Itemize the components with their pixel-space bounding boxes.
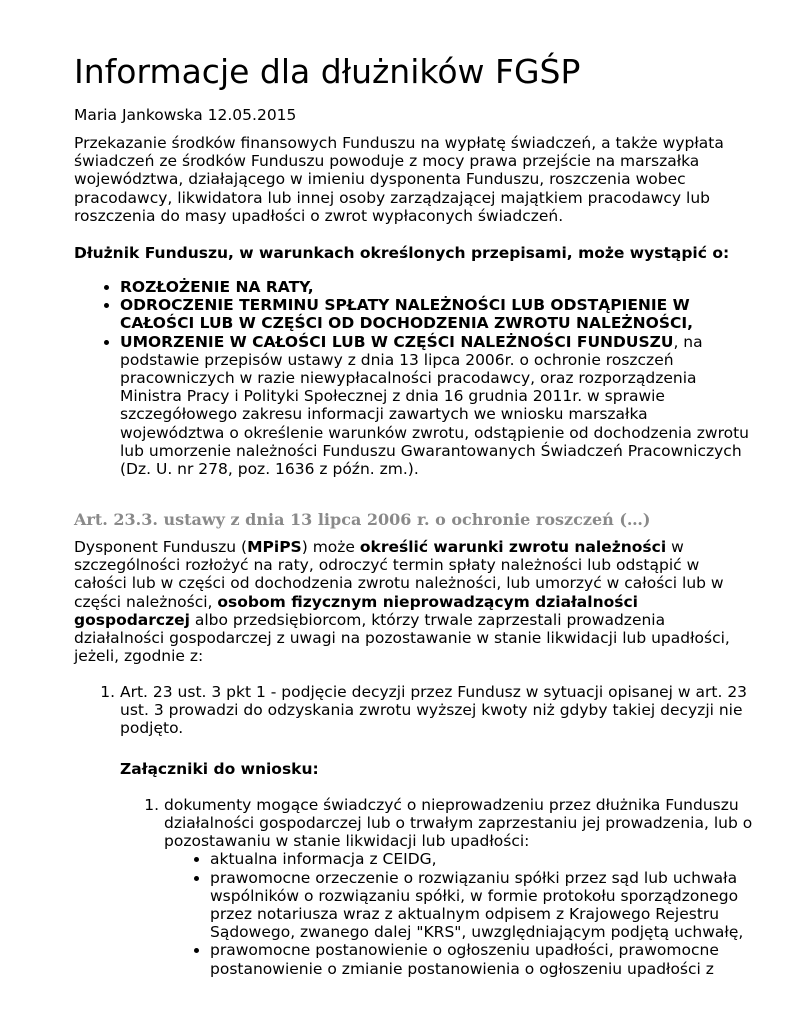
options-lead: Dłużnik Funduszu, w warunkach określonych przepisami, może wystąpić o: [74,244,730,262]
condition-item [120,683,753,978]
attachments-list [120,796,754,978]
sublist-item: • prawomocne postanowienie o ogłoszeniu upadłości, prawomocne postanowienie o zmianie postanowienia o ogłoszeniu upadłości z [210,941,754,977]
options-list [74,278,750,478]
article-heading: Art. 23.3. ustawy z dnia 13 lipca 2006 r. o ochronie roszczeń (…) [74,510,651,529]
intro-paragraph: Przekazanie środków finansowych Funduszu na wypłatę świadczeń, a także wypłata świadczeń ze środków Funduszu powoduje z mocy prawa przejście na marszałka województwa, działającego w imieniu dysponenta Funduszu, roszczenia wobec pracodawcy, likwidatora lub innej osoby zarządzającej majątkiem pracodawcy lub roszczenia do masy upadłości o zwrot wypłaconych świadczeń. [74,134,724,225]
option-remission [120,333,750,479]
option-remission-text: , na podstawie przepisów ustawy z dnia 13 lipca 2006r. o ochronie roszczeń pracowniczych w razie niewypłacalności pracodawcy, oraz rozporządzenia Ministra Pracy i Polityki Społecznej z dnia 16 grudnia 2011r. w sprawie szczegółowego zakresu informacji zawartych we wniosku marszałka województwa o określenie warunków zwrotu, odstąpienie od dochodzenia zwrotu lub umorzenie należności Funduszu Gwarantowanych Świadczeń Pracowniczych (Dz. U. nr 278, poz. 1636 z późn. zm.). [120,332,749,479]
author-date: Maria Jankowska 12.05.2015 [74,106,297,124]
option-deferral: • ODROCZENIE TERMINU SPŁATY NALEŻNOŚCI LUB ODSTĄPIENIE W CAŁOŚCI LUB W CZĘŚCI OD DOCHODZENIA ZWROTU NALEŻNOŚCI, [120,296,750,332]
attachment-item [164,796,754,978]
option-installments: • ROZŁOŻENIE NA RATY, [120,278,750,296]
attachment-sublist [164,850,754,977]
article-paragraph: Dysponent Funduszu (MPiPS) może określić warunki zwrotu należności w szczególności rozłożyć na raty, odroczyć termin spłaty należności lub odstąpić w całości lub w części od dochodzenia zwrotu należności, lub umorzyć w całości lub w części należności, osobom fizycznym nieprowadzącym działalności gospodarczej albo przedsiębiorcom, którzy trwale zaprzestali prowadzenia działalności gospodarczej z uwagi na pozostawanie w stanie likwidacji lub upadłości, jeżeli, zgodnie z: [74,538,730,666]
page-title: Informacje dla dłużników FGŚP [74,52,581,91]
attachments-heading: Załączniki do wniosku: [120,759,319,778]
sublist-item: • prawomocne orzeczenie o rozwiązaniu spółki przez sąd lub uchwała wspólników o rozwiązaniu spółki, w formie protokołu sporządzonego przez notariusza wraz z aktualnym odpisem z Krajowego Rejestru Sądowego, zwanego dalej "KRS", uwzględniającym podjętą uchwałę, [210,869,754,942]
sublist-item: • aktualna informacja z CEIDG, [210,850,754,868]
conditions-list [74,683,753,978]
option-remission-bold: UMORZENIE W CAŁOŚCI LUB W CZĘŚCI NALEŻNOŚCI FUNDUSZU [120,332,674,351]
condition-text: Art. 23 ust. 3 pkt 1 - podjęcie decyzji przez Fundusz w sytuacji opisanej w art. 23 ust. 3 prowadzi do odzyskania zwrotu wyższej kwoty niż gdyby takiej decyzji nie podjęto. [120,683,748,738]
attachment-text: dokumenty mogące świadczyć o nieprowadzeniu przez dłużnika Funduszu działalności gospodarczej lub o trwałym zaprzestaniu jej prowadzenia, lub o pozostawaniu w stanie likwidacji lub upadłości: [164,795,753,851]
